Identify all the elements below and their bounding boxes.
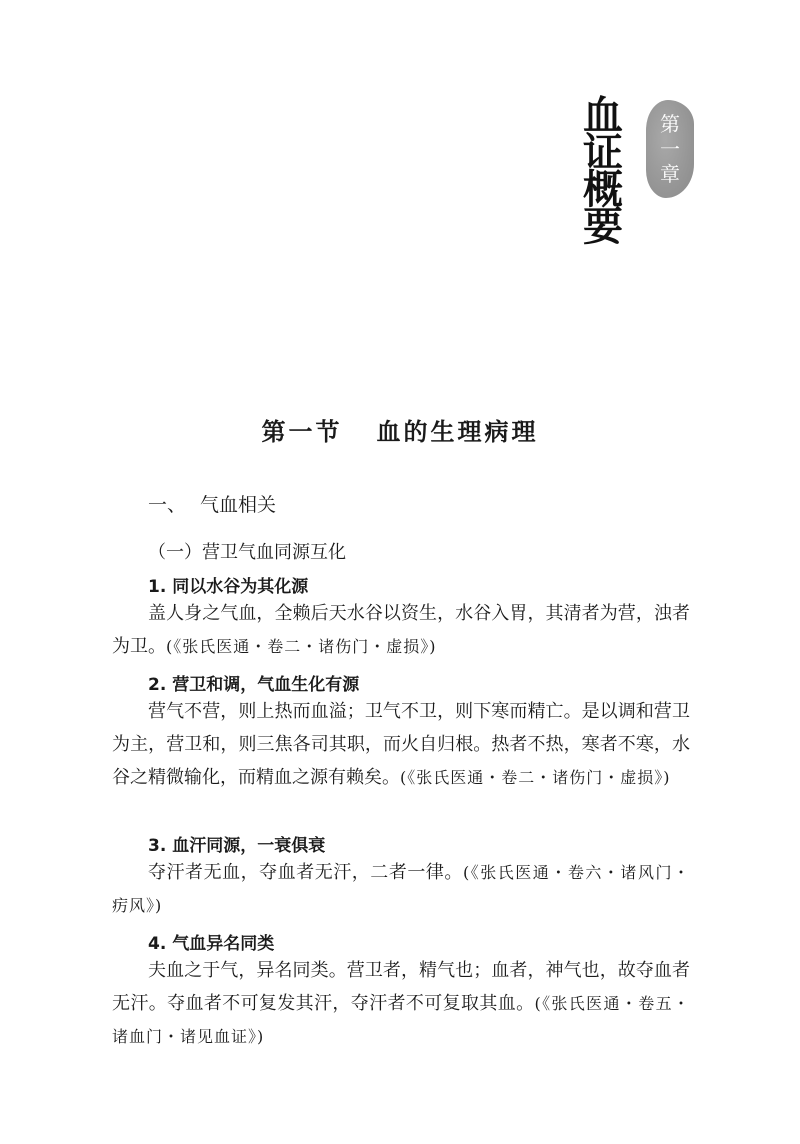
heading-level-2: （一）营卫气血同源互化 bbox=[148, 542, 346, 563]
item-heading: 3. 血汗同源，一衰俱衰 bbox=[148, 836, 326, 856]
item-heading: 4. 气血异名同类 bbox=[148, 934, 275, 954]
chapter-badge-char: 一 bbox=[660, 136, 680, 161]
item-paragraph bbox=[112, 856, 690, 922]
citation: (《张氏医通・卷六・诸风门・疠风》) bbox=[112, 863, 691, 915]
paragraph-text: 夫血之于气，异名同类。营卫者，精气也；血者，神气也，故夺血者无汗。夺血者不可复发其汗，夺汗者不可复取其血。 bbox=[112, 960, 690, 1014]
chapter-title-char: 证 bbox=[583, 130, 623, 176]
item-paragraph bbox=[112, 695, 690, 794]
section-number: 第一节 bbox=[261, 417, 343, 446]
paragraph-text: 盖人身之气血，全赖后天水谷以资生，水谷入胃，其清者为营，浊者为卫。 bbox=[112, 603, 690, 657]
section-title bbox=[0, 412, 800, 447]
chapter-badge-char: 第 bbox=[660, 111, 680, 136]
chapter-badge-char: 章 bbox=[660, 161, 680, 186]
chapter-title bbox=[578, 93, 628, 250]
citation: (《张氏医通・卷二・诸伤门・虚损》) bbox=[400, 768, 671, 787]
chapter-title-char: 血 bbox=[583, 93, 623, 139]
paragraph-text: 夺汗者无血，夺血者无汗，二者一律。 bbox=[148, 862, 463, 883]
section-name: 血的生理病理 bbox=[376, 417, 539, 446]
heading-level-1 bbox=[148, 490, 276, 517]
heading-level-1-number: 一、 bbox=[148, 494, 187, 516]
item-paragraph bbox=[112, 597, 690, 663]
item-heading: 1. 同以水谷为其化源 bbox=[148, 577, 309, 597]
chapter-badge bbox=[646, 100, 694, 198]
citation: (《张氏医通・卷五・诸血门・诸见血证》) bbox=[112, 994, 691, 1046]
chapter-title-char: 概 bbox=[583, 167, 623, 213]
item-paragraph bbox=[112, 954, 690, 1053]
heading-level-1-title: 气血相关 bbox=[200, 494, 277, 516]
chapter-title-char: 要 bbox=[583, 204, 623, 250]
paragraph-text: 营气不营，则上热而血溢；卫气不卫，则下寒而精亡。是以调和营卫为主，营卫和，则三焦各司其职，而火自归根。热者不热，寒者不寒，水谷之精微输化，而精血之源有赖矣。 bbox=[112, 701, 690, 788]
citation: (《张氏医通・卷二・诸伤门・虚损》) bbox=[166, 637, 437, 656]
item-heading: 2. 营卫和调，气血生化有源 bbox=[148, 675, 360, 695]
